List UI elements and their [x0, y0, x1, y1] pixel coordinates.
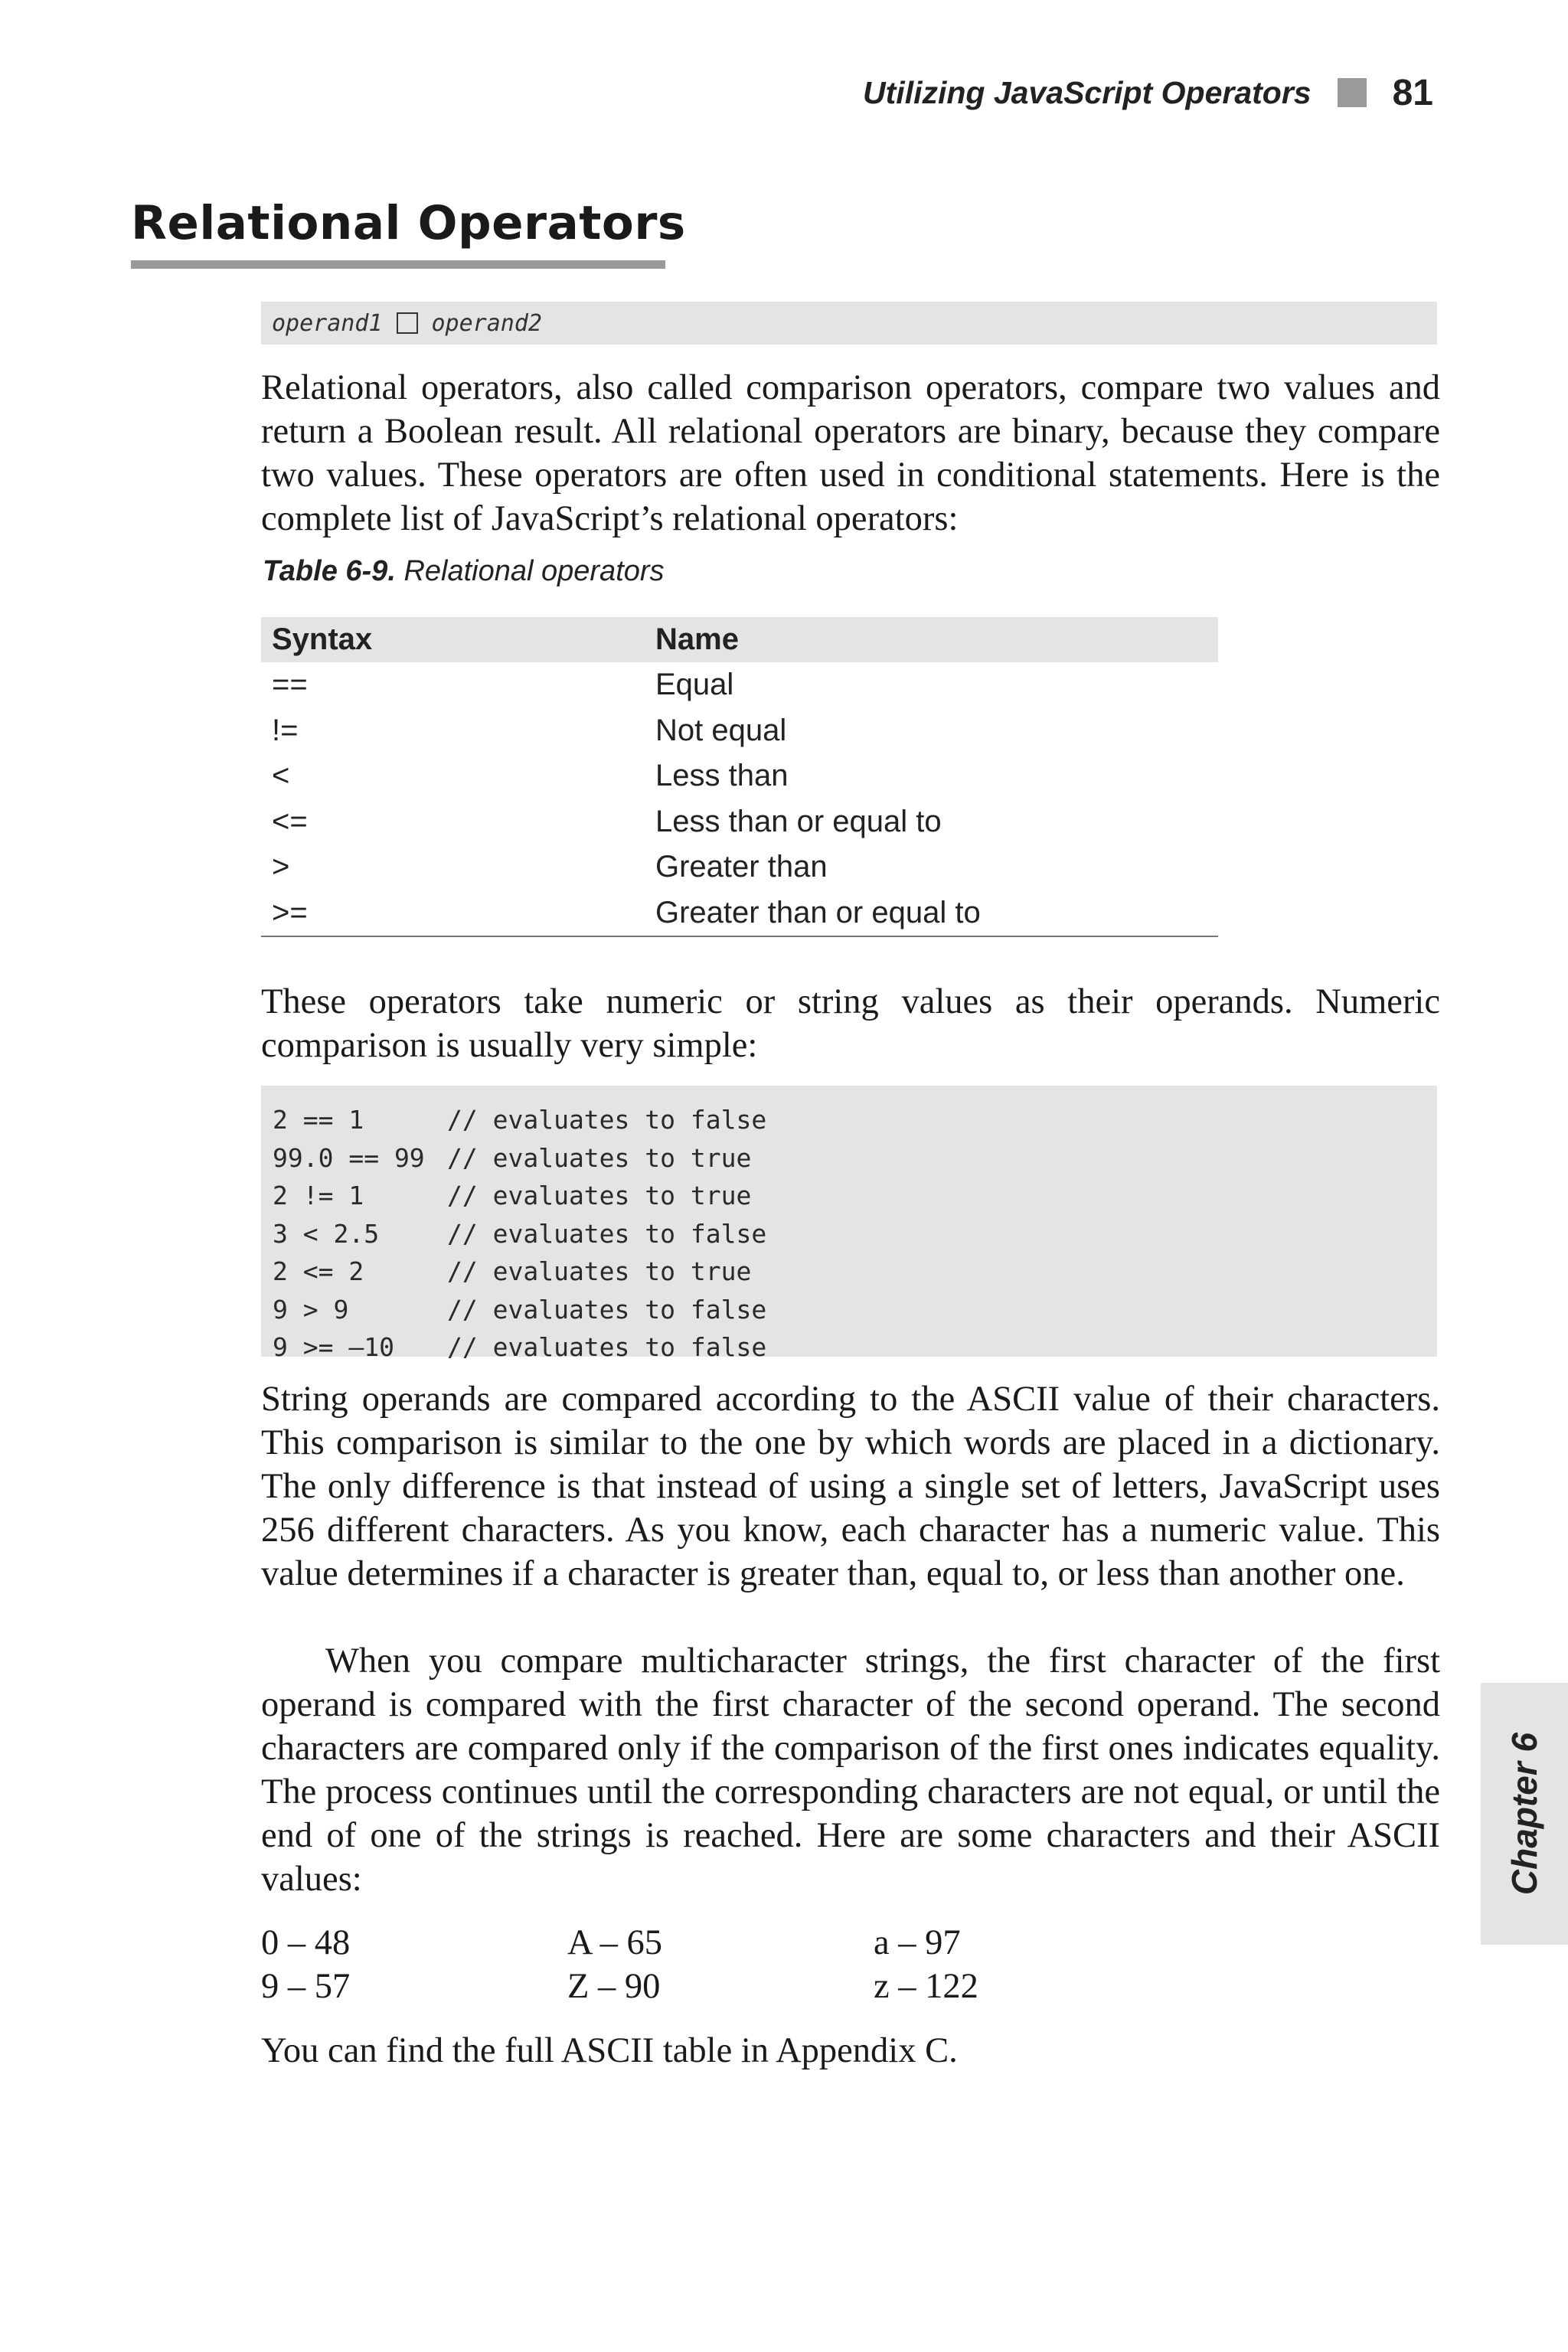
ascii-row [261, 1965, 1180, 2008]
numeric-paragraph: These operators take numeric or string values as their operands. Numeric comparison is usually very simple: [261, 982, 1440, 1065]
code-comment: // evaluates to false [447, 1105, 767, 1135]
table-caption-text: Relational operators [395, 555, 665, 587]
code-expression: 3 < 2.5 [273, 1218, 380, 1249]
chapter-tab-label: Chapter 6 [1504, 1732, 1544, 1896]
table-cell-syntax: == [272, 668, 308, 702]
page-number: 81 [1392, 72, 1433, 113]
chapter-tab [1481, 1683, 1568, 1945]
table-cell-syntax: < [272, 759, 290, 793]
table-cell-name: Greater than [655, 850, 828, 884]
ascii-value: a – 97 [874, 1923, 961, 1962]
ascii-value: 0 – 48 [261, 1923, 351, 1962]
running-header [863, 66, 1433, 119]
code-comment: // evaluates to true [447, 1142, 752, 1173]
code-comment: // evaluates to false [447, 1218, 767, 1249]
table-cell-name: Less than or equal to [655, 804, 942, 838]
table-cell-syntax: != [272, 713, 299, 747]
operator-placeholder-icon [397, 312, 418, 334]
code-line [273, 1101, 1437, 1139]
running-title: Utilizing JavaScript Operators [863, 74, 1312, 110]
ascii-value: 9 – 57 [261, 1967, 351, 2006]
table-row [261, 662, 1218, 708]
header-square-mark [1338, 78, 1367, 107]
section-heading: Relational Operators [131, 196, 686, 250]
table-cell-name: Equal [655, 668, 734, 702]
string-operands-paragraph: String operands are compared according to the ASCII value of their characters. This comparison is similar to the one by which words are placed in a dictionary. The only difference is that instead of using a single set of letters, JavaScript uses 256 different characters. As you know, each character has a numeric value. This value determines if a character is greater than, equal to, or less than another one. [261, 1380, 1440, 1593]
code-comment: // evaluates to true [447, 1256, 752, 1287]
code-line [273, 1139, 1437, 1178]
code-expression: 99.0 == 99 [273, 1142, 425, 1173]
table-caption [263, 555, 665, 588]
code-example-block [261, 1086, 1437, 1363]
intro-paragraph: Relational operators, also called comparison operators, compare two values and return a Boolean result. All relational operators are binary, because they compare two values. These operators are often used in conditional statements. Here is the complete list of JavaScript’s relational operators: [261, 368, 1440, 538]
table-cell-syntax: > [272, 850, 290, 884]
code-expression: 2 == 1 [273, 1105, 364, 1135]
ascii-value: z – 122 [874, 1967, 978, 2006]
syntax-operand-left: operand1 [272, 309, 383, 337]
code-expression: 9 >= –10 [273, 1332, 394, 1363]
code-expression: 2 <= 2 [273, 1256, 364, 1287]
table-cell-name: Greater than or equal to [655, 895, 981, 929]
code-line [273, 1291, 1437, 1329]
code-comment: // evaluates to true [447, 1181, 752, 1211]
table-row [261, 844, 1218, 890]
table-row [261, 708, 1218, 754]
code-expression: 9 > 9 [273, 1294, 349, 1325]
table-cell-syntax: >= [272, 895, 308, 929]
table-header-name: Name [655, 622, 739, 656]
table-cell-syntax: <= [272, 804, 308, 838]
code-line [273, 1215, 1437, 1253]
code-line [273, 1177, 1437, 1215]
code-comment: // evaluates to false [447, 1294, 767, 1325]
code-line [273, 1253, 1437, 1291]
table-header-syntax: Syntax [272, 622, 373, 656]
appendix-paragraph: You can find the full ASCII table in Appendix C. [261, 2031, 958, 2070]
ascii-value: Z – 90 [567, 1967, 661, 2006]
code-expression: 2 != 1 [273, 1181, 364, 1211]
table-header-row [261, 617, 1218, 662]
heading-underline [131, 260, 665, 269]
table-row [261, 753, 1218, 799]
table-caption-label: Table 6-9. [263, 555, 396, 587]
code-comment: // evaluates to false [447, 1332, 767, 1363]
ascii-row [261, 1921, 1180, 1965]
relational-operators-table [261, 617, 1218, 937]
ascii-values-grid [261, 1921, 1180, 2008]
multichar-paragraph: When you compare multicharacter strings, the first character of the first operand is compared with the first character of the second operand. The second characters are compared only if the comparison of the first ones indicates equality. The process continues until the corresponding characters are not equal, or until the end of one of the strings is reached. Here are some characters and their ASCII values: [261, 1642, 1440, 1899]
table-row [261, 799, 1218, 845]
table-cell-name: Not equal [655, 713, 787, 747]
ascii-value: A – 65 [567, 1923, 663, 1962]
syntax-bar [261, 302, 1437, 345]
code-line [273, 1328, 1437, 1367]
syntax-operand-right: operand2 [431, 309, 542, 337]
table-cell-name: Less than [655, 759, 789, 793]
table-row [261, 890, 1218, 936]
